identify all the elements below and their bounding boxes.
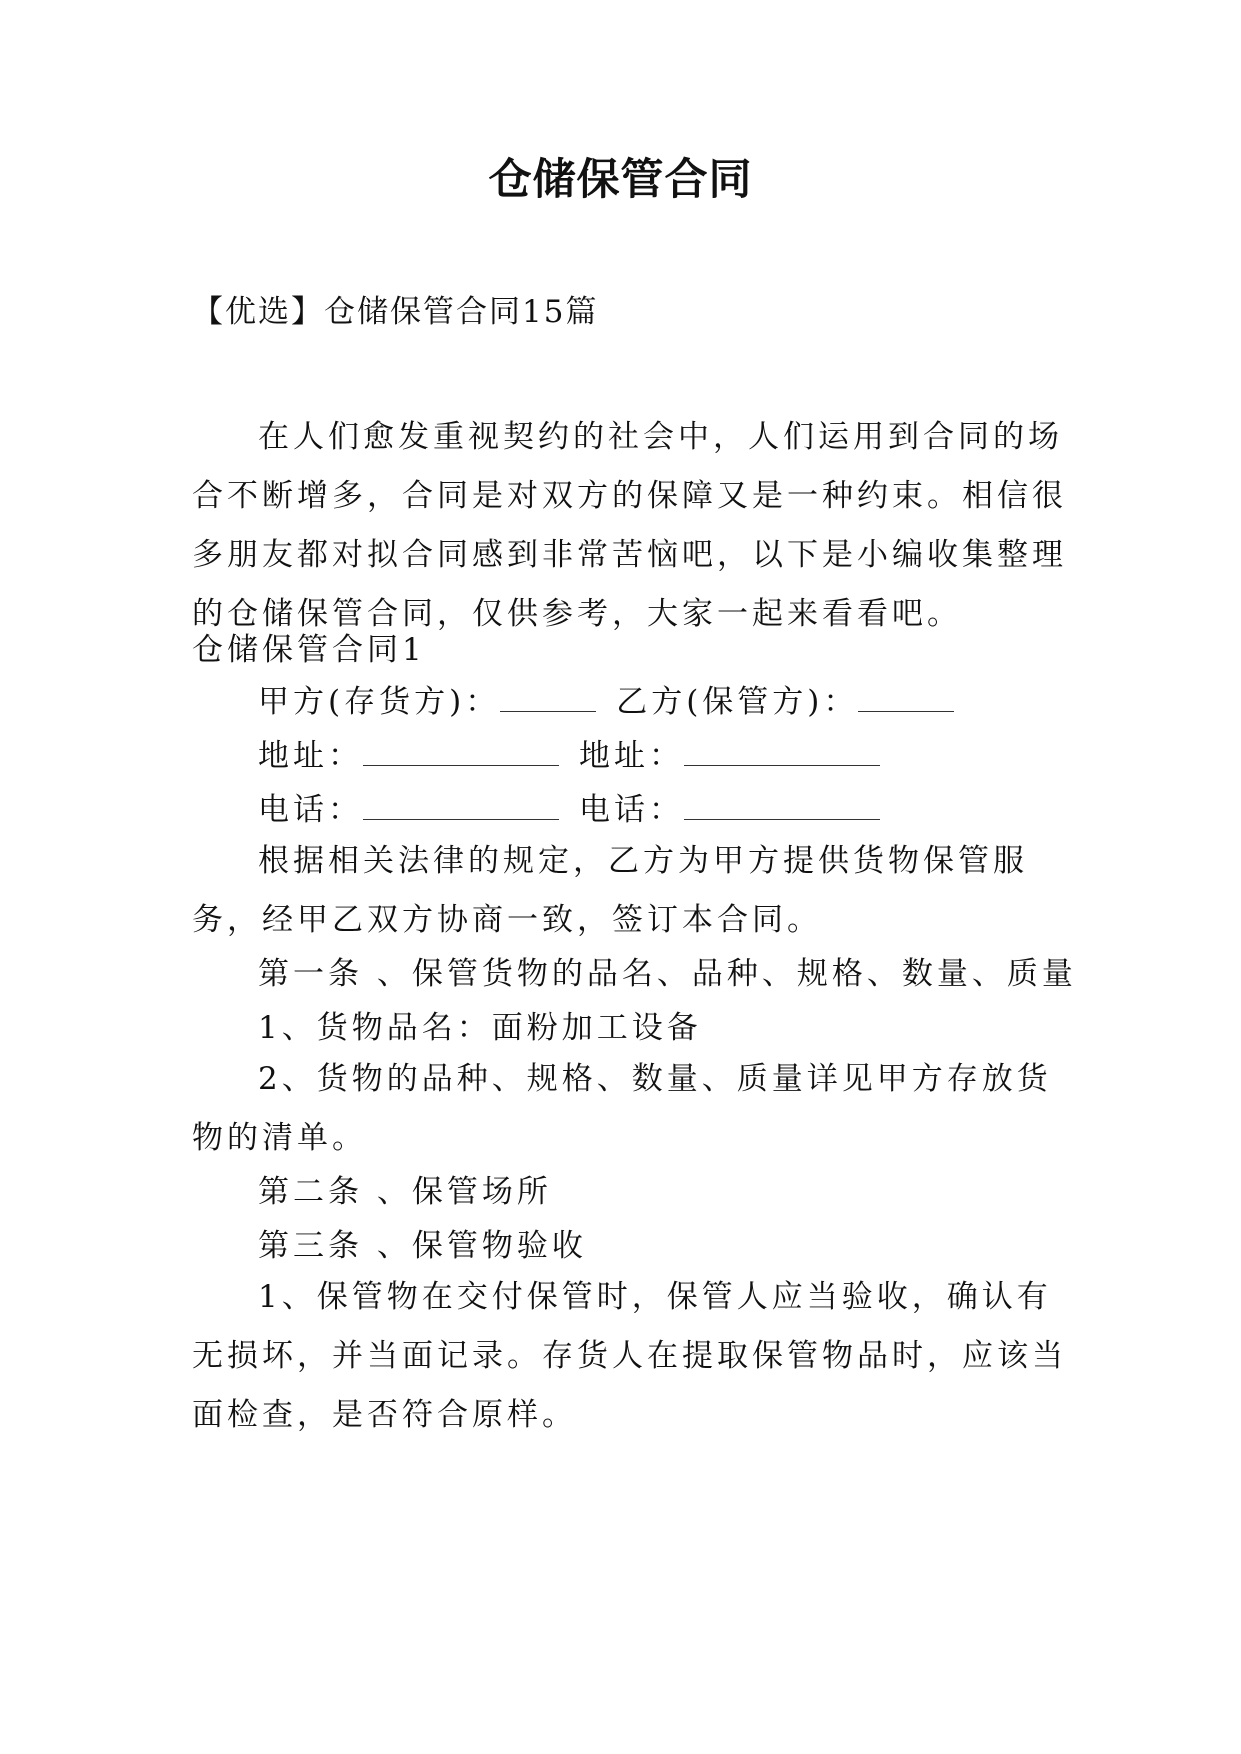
article-1-heading: 第一条 、保管货物的品名、品种、规格、数量、质量 bbox=[258, 956, 1077, 992]
document-title: 仓储保管合同 bbox=[488, 155, 753, 205]
section-heading: 仓储保管合同1 bbox=[192, 632, 426, 668]
article-1-item-2: 2、货物的品种、规格、数量、质量详见甲方存放货物的清单。 bbox=[192, 1061, 1052, 1156]
document-subtitle: 【优选】仓储保管合同15篇 bbox=[192, 294, 599, 330]
intro-paragraph: 在人们愈发重视契约的社会中，人们运用到合同的场合不断增多，合同是对双方的保障又是一种约束。相信很多朋友都对拟合同感到非常苦恼吧，以下是小编收集整理的仓储保管合同，仅供参考，大家一起来看看吧。 bbox=[192, 419, 1067, 632]
party-a-label: 甲方(存货方)： bbox=[258, 684, 501, 720]
address-label-a: 地址： bbox=[258, 738, 363, 774]
article-2-heading: 第二条 、保管场所 bbox=[258, 1174, 552, 1210]
article-3-item-1: 1、保管物在交付保管时，保管人应当验收，确认有无损坏，并当面记录。存货人在提取保管物品时，应该当面检查，是否符合原样。 bbox=[192, 1279, 1067, 1433]
phone-label-b: 电话： bbox=[579, 792, 684, 828]
party-a-blank bbox=[500, 689, 596, 712]
address-label-b: 地址： bbox=[579, 738, 684, 774]
address-a-blank bbox=[363, 743, 559, 766]
phone-line bbox=[258, 790, 880, 830]
phone-label-a: 电话： bbox=[258, 792, 363, 828]
article-1-item-1: 1、货物品名：面粉加工设备 bbox=[258, 1010, 702, 1046]
phone-a-blank bbox=[363, 797, 559, 820]
basis-paragraph: 根据相关法律的规定，乙方为甲方提供货物保管服务，经甲乙双方协商一致，签订本合同。 bbox=[192, 843, 1028, 938]
address-b-blank bbox=[684, 743, 880, 766]
address-line bbox=[258, 736, 880, 776]
article-3-heading: 第三条 、保管物验收 bbox=[258, 1228, 587, 1264]
party-line bbox=[258, 682, 954, 722]
party-b-label: 乙方(保管方)： bbox=[616, 684, 859, 720]
phone-b-blank bbox=[684, 797, 880, 820]
party-b-blank bbox=[858, 689, 954, 712]
